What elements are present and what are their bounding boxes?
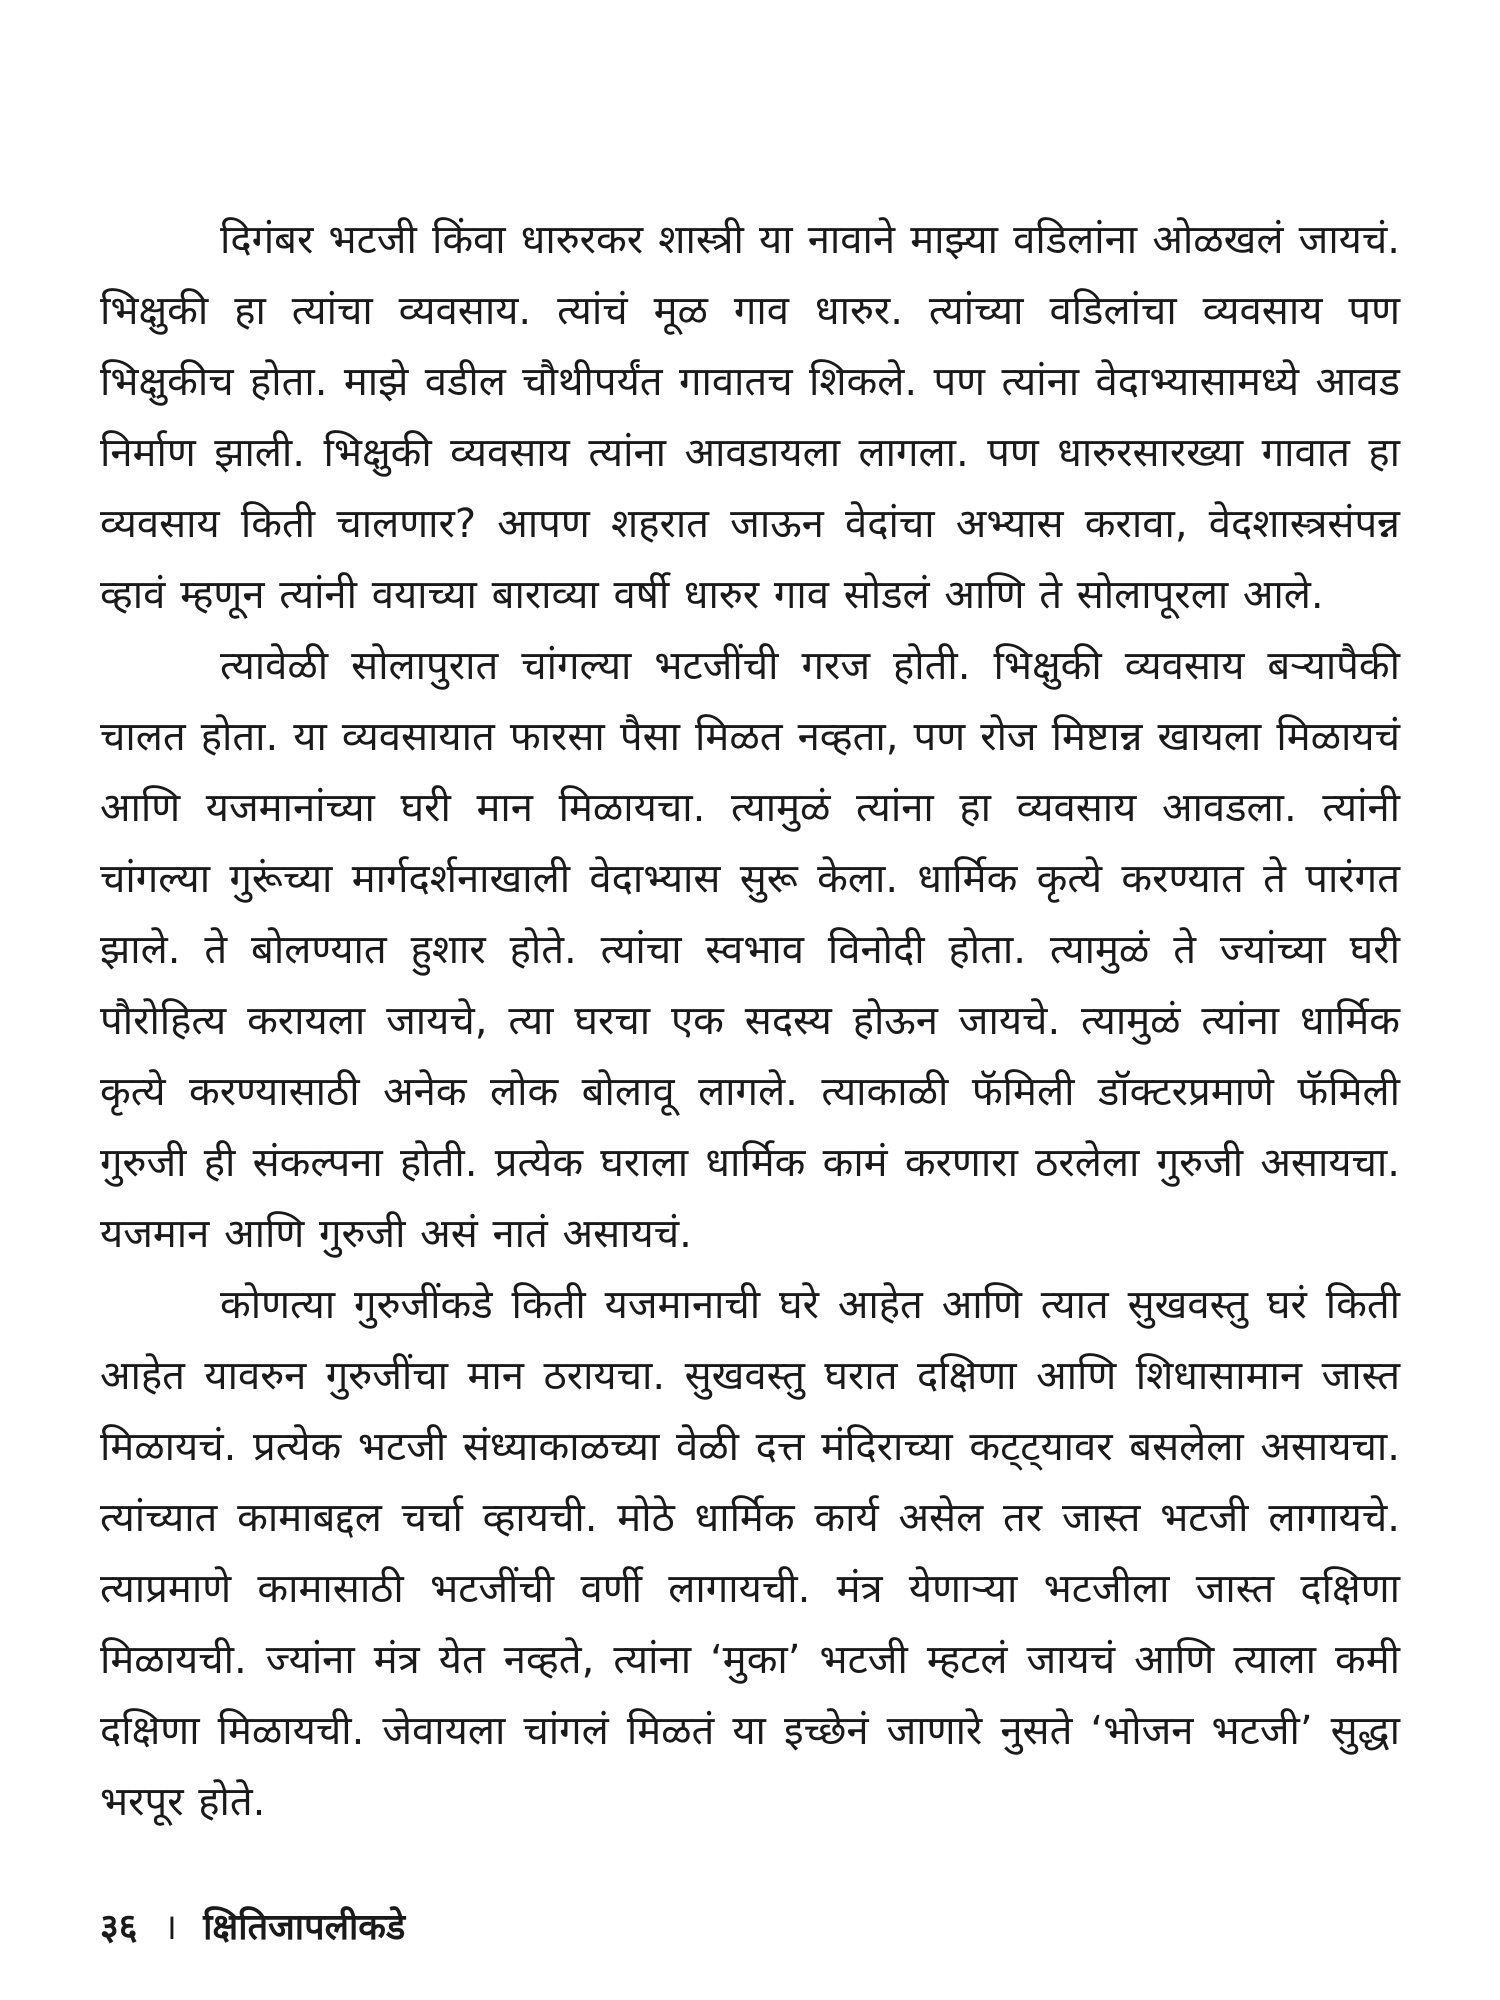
page-footer [100,1895,405,1955]
paragraph-1: दिगंबर भटजी किंवा धारुरकर शास्त्री या नावाने माझ्या वडिलांना ओळखलं जायचं. भिक्षुकी हा त्यांचा व्यवसाय. त्यांचं मूळ गाव धारुर. त्यांच्या वडिलांचा व्यवसाय पण भिक्षुकीच होता. माझे वडील चौथीपर्यंत गावातच शिकले. पण त्यांना वेदाभ्यासामध्ये आवड निर्माण झाली. भिक्षुकी व्यवसाय त्यांना आवडायला लागला. पण धारुरसारख्या गावात हा व्यवसाय किती चालणार? आपण शहरात जाऊन वेदांचा अभ्यास करावा, वेदशास्त्रसंपन्न व्हावं म्हणून त्यांनी वयाच्या बाराव्या वर्षी धारुर गाव सोडलं आणि ते सोलापूरला आले. [100,217,1400,618]
book-title: क्षितिजापलीकडे [203,1906,406,1948]
page-number: ३६ [100,1906,138,1948]
paragraph-3: कोणत्या गुरुजींकडे किती यजमानाची घरे आहेत आणि त्यात सुखवस्तु घरं किती आहेत यावरुन गुरुजींचा मान ठरायचा. सुखवस्तु घरात दक्षिणा आणि शिधासामान जास्त मिळायचं. प्रत्येक भटजी संध्याकाळच्या वेळी दत्त मंदिराच्या कट्ट्यावर बसलेला असायचा. त्यांच्यात कामाबद्दल चर्चा व्हायची. मोठे धार्मिक कार्य असेल तर जास्त भटजी लागायचे. त्याप्रमाणे कामासाठी भटजींची वर्णी लागायची. मंत्र येणाऱ्या भटजीला जास्त दक्षिणा मिळायची. ज्यांना मंत्र येत नव्हते, त्यांना ‘मुका’ भटजी म्हटलं जायचं आणि त्याला कमी दक्षिणा मिळायची. जेवायला चांगलं मिळतं या इच्छेनं जाणारे नुसते ‘भोजन भटजी’ सुद्धा भरपूर होते. [100,1282,1400,1825]
footer-separator: । [163,1906,178,1948]
page-body [100,205,1400,1905]
paragraph-2: त्यावेळी सोलापुरात चांगल्या भटजींची गरज होती. भिक्षुकी व्यवसाय बऱ्यापैकी चालत होता. या व्यवसायात फारसा पैसा मिळत नव्हता, पण रोज मिष्टान्न खायला मिळायचं आणि यजमानांच्या घरी मान मिळायचा. त्यामुळं त्यांना हा व्यवसाय आवडला. त्यांनी चांगल्या गुरूंच्या मार्गदर्शनाखाली वेदाभ्यास सुरू केला. धार्मिक कृत्ये करण्यात ते पारंगत झाले. ते बोलण्यात हुशार होते. त्यांचा स्वभाव विनोदी होता. त्यामुळं ते ज्यांच्या घरी पौरोहित्य करायला जायचे, त्या घरचा एक सदस्य होऊन जायचे. त्यामुळं त्यांना धार्मिक कृत्ये करण्यासाठी अनेक लोक बोलावू लागले. त्याकाळी फॅमिली डॉक्टरप्रमाणे फॅमिली गुरुजी ही संकल्पना होती. प्रत्येक घराला धार्मिक कामं करणारा ठरलेला गुरुजी असायचा. यजमान आणि गुरुजी असं नातं असायचं. [100,643,1400,1257]
